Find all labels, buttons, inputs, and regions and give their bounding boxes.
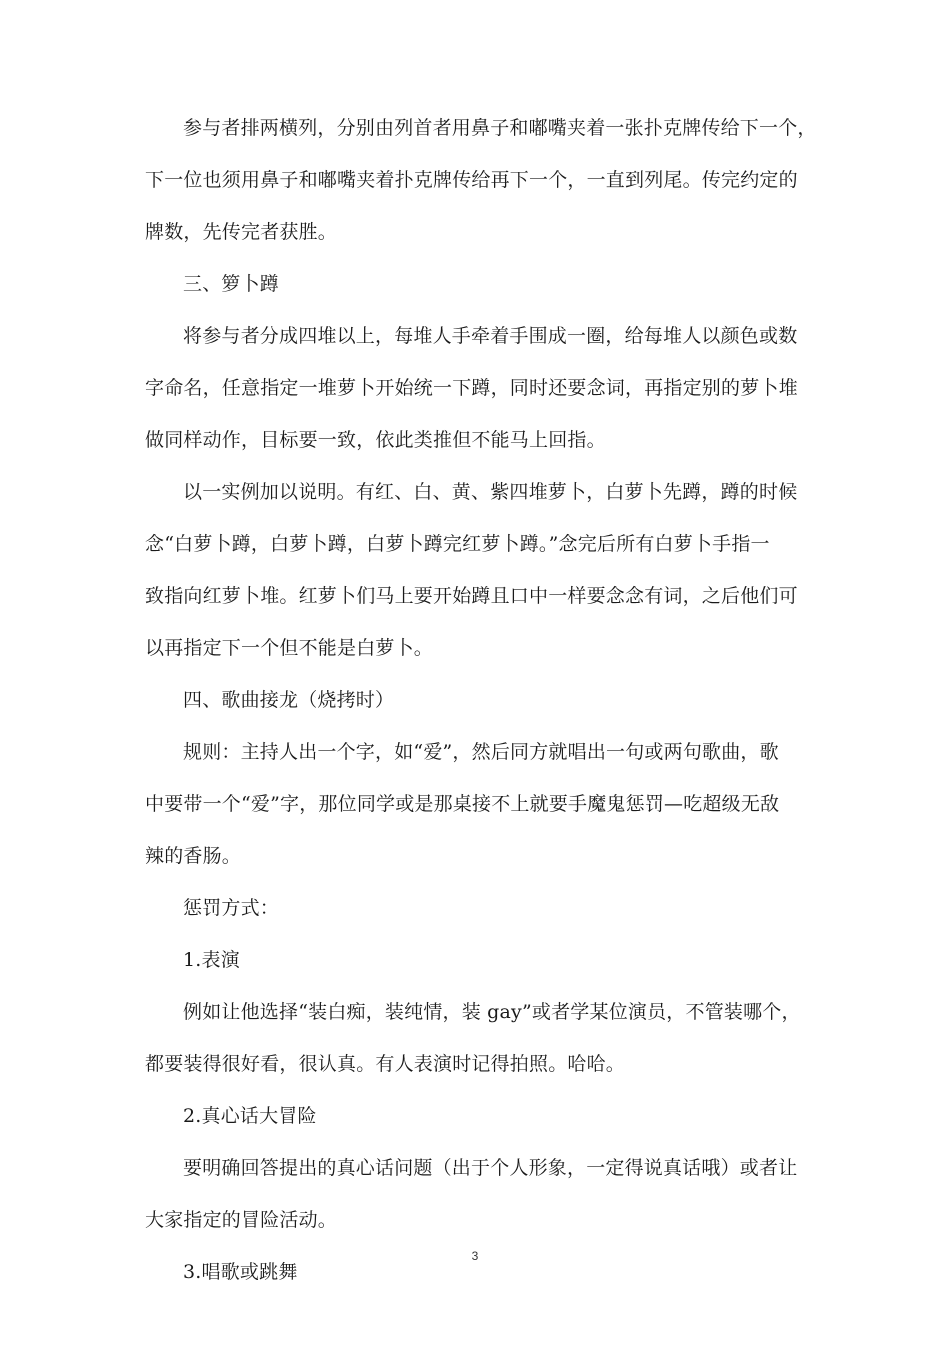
- paragraph-line: 以一实例加以说明。有红、白、黄、紫四堆萝卜，白萝卜先蹲，蹲的时候: [183, 481, 798, 503]
- paragraph-line: 辣的香肠。: [145, 845, 242, 867]
- paragraph-line: 致指向红萝卜堆。红萝卜们马上要开始蹲且口中一样要念念有词，之后他们可: [145, 585, 798, 607]
- section-heading: 三、箩卜蹲: [183, 273, 280, 295]
- paragraph-line: 要明确回答提出的真心话问题（出于个人形象，一定得说真话哦）或者让: [183, 1157, 798, 1179]
- list-item-heading: 1.表演: [183, 949, 240, 971]
- section-heading: 四、歌曲接龙（烧拷时）: [183, 689, 395, 711]
- paragraph-line: 以再指定下一个但不能是白萝卜。: [145, 637, 434, 659]
- paragraph-line: 都要装得很好看，很认真。有人表演时记得拍照。哈哈。: [145, 1053, 626, 1075]
- paragraph-line: 牌数，先传完者获胜。: [145, 221, 338, 243]
- paragraph-line: 下一位也须用鼻子和嘟嘴夹着扑克牌传给再下一个，一直到列尾。传完约定的: [145, 169, 798, 191]
- subheading: 惩罚方式：: [183, 897, 280, 919]
- paragraph-line: 大家指定的冒险活动。: [145, 1209, 338, 1231]
- paragraph-line: 字命名，任意指定一堆萝卜开始统一下蹲，同时还要念词，再指定别的萝卜堆: [145, 377, 798, 399]
- paragraph-line: 规则：主持人出一个字，如“爱”，然后同方就唱出一句或两句歌曲，歌: [183, 741, 779, 763]
- paragraph-line: 例如让他选择“装白痴，装纯情，装 gay”或者学某位演员，不管装哪个，: [183, 1001, 801, 1023]
- paragraph-line: 做同样动作，目标要一致，依此类推但不能马上回指。: [145, 429, 606, 451]
- paragraph-line: 念“白萝卜蹲，白萝卜蹲，白萝卜蹲完红萝卜蹲。”念完后所有白萝卜手指一: [145, 533, 770, 555]
- page-number: 3: [471, 1249, 479, 1263]
- paragraph-line: 中要带一个“爱”字，那位同学或是那桌接不上就要手魔鬼惩罚—吃超级无敌: [145, 793, 780, 815]
- paragraph-line: 将参与者分成四堆以上，每堆人手牵着手围成一圈，给每堆人以颜色或数: [183, 325, 798, 347]
- list-item-heading: 3.唱歌或跳舞: [183, 1261, 298, 1283]
- list-item-heading: 2.真心话大冒险: [183, 1105, 317, 1127]
- paragraph-line: 参与者排两横列，分别由列首者用鼻子和嘟嘴夹着一张扑克牌传给下一个，: [183, 117, 817, 139]
